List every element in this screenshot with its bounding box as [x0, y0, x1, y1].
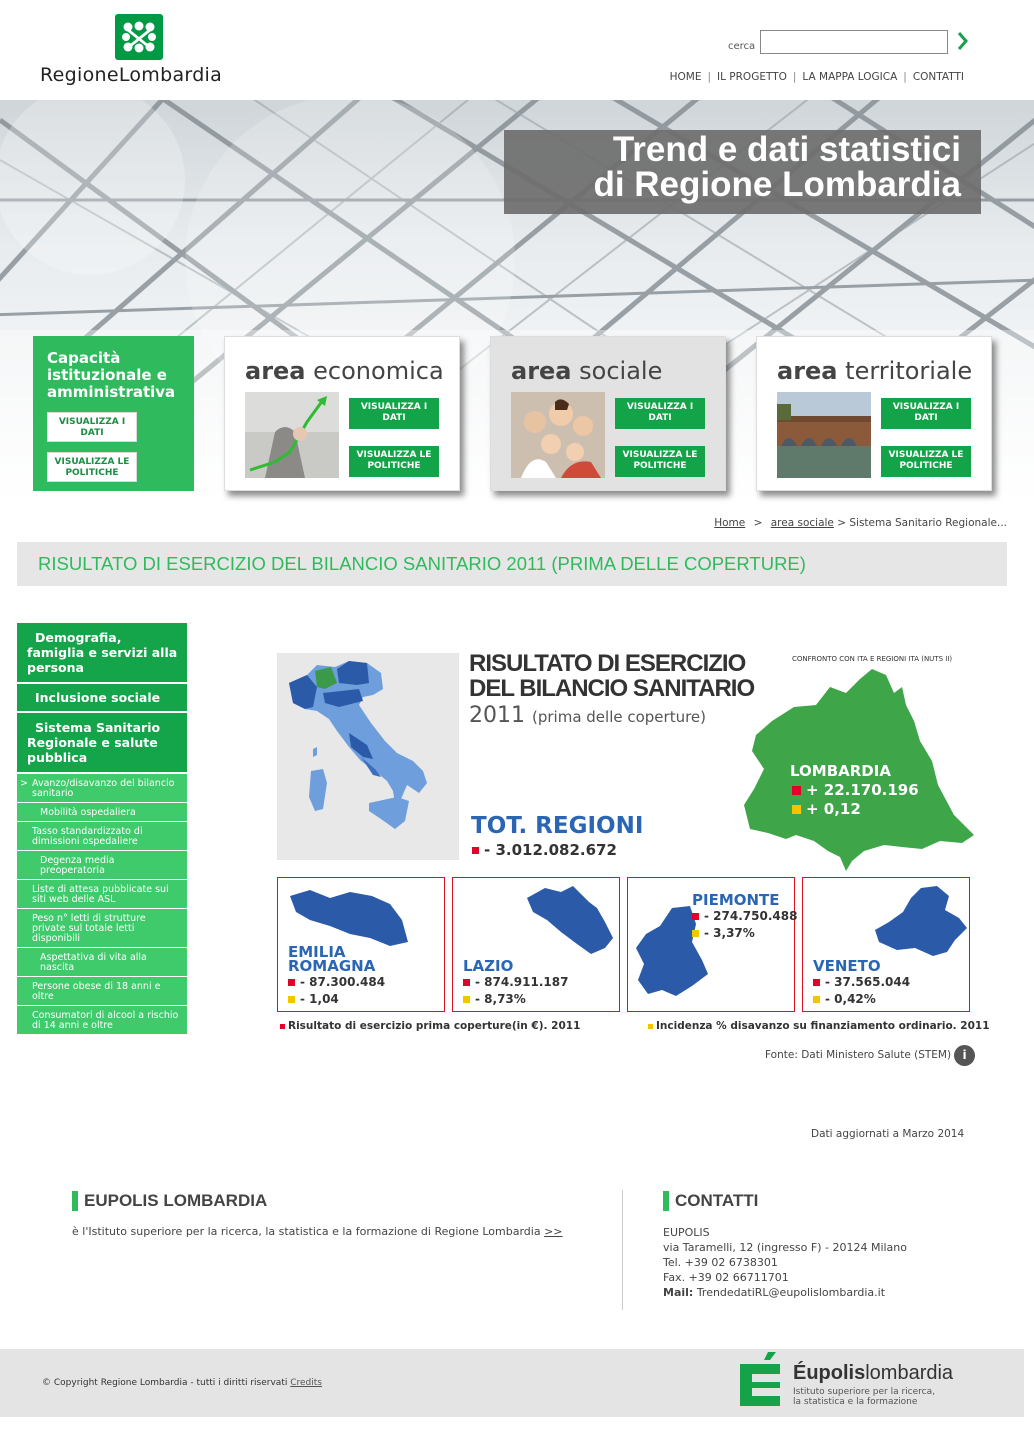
sidebar-subitem-degenza-media[interactable]: Degenza media preoperatoria	[17, 851, 187, 880]
sidebar-subitem-mobilita-ospedaliera[interactable]: Mobilità ospedaliera	[17, 803, 187, 822]
breadcrumb	[620, 517, 1007, 529]
contact-mail: Mail: TrendedatiRL@eupolislombardia.it	[663, 1286, 886, 1299]
contact-details	[663, 1225, 907, 1300]
sidebar-subitem-avanzo-disavanzo[interactable]: > Avanzo/disavanzo del bilancio sanitario	[17, 774, 187, 803]
legend-incidenza: Incidenza % disavanzo su finanziamento ordinario. 2011	[648, 1020, 990, 1032]
tot-regioni-value: - 3.012.082.672	[472, 841, 617, 859]
economica-visualizza-politiche-button[interactable]: VISUALIZZA LE POLITICHE	[349, 446, 439, 477]
sidebar-subitem-peso-letti[interactable]: Peso n° letti di strutture private sul totale letti disponibili	[17, 909, 187, 948]
contact-fax: Fax. +39 02 66711701	[663, 1271, 789, 1284]
sidebar-item-inclusione-sociale[interactable]: Inclusione sociale	[17, 684, 187, 713]
legend-risultato: Risultato di esercizio prima coperture(in €). 2011	[280, 1020, 580, 1032]
logo-text: RegioneLombardia	[40, 64, 223, 86]
cap-visualizza-politiche-button[interactable]: VISUALIZZA LE POLITICHE	[47, 452, 137, 482]
sociale-family-image	[511, 392, 605, 478]
search-input[interactable]	[760, 30, 948, 54]
credits-link[interactable]: Credits	[290, 1378, 322, 1388]
breadcrumb-current: > Sistema Sanitario Regionale...	[837, 517, 1007, 529]
lombardia-value-2: + 0,12	[792, 800, 861, 818]
hero-title-line2: di Regione Lombardia	[593, 165, 961, 204]
infographic-title-line1: RISULTATO DI ESERCIZIO	[469, 650, 746, 677]
emilia-romagna-shape	[290, 886, 410, 951]
sidebar-item-demografia[interactable]: Demografia, famiglia e servizi alla persona	[17, 623, 187, 684]
sidebar-subitem-consumatori-alcool[interactable]: Consumatori di alcool a rischio di 14 anni e oltre	[17, 1006, 187, 1035]
veneto-value-1: - 37.565.044	[813, 975, 910, 989]
rosa-camuna-icon	[115, 14, 163, 60]
lombardia-map	[744, 665, 976, 871]
eupolis-more-link[interactable]: >>	[544, 1225, 563, 1238]
sociale-visualizza-dati-button[interactable]: VISUALIZZA I DATI	[615, 398, 705, 429]
sidebar-subitem-liste-attesa[interactable]: Liste di attesa pubblicate sui siti web delle ASL	[17, 880, 187, 909]
tot-regioni-label: TOT. REGIONI	[471, 813, 644, 839]
page-title: RISULTATO DI ESERCIZIO DEL BILANCIO SANITARIO 2011 (PRIMA DELLE COPERTURE)	[38, 553, 806, 574]
economica-image	[245, 392, 339, 478]
area-economica-title: area economica	[245, 357, 444, 385]
region-name-lazio: LAZIO	[463, 957, 514, 975]
nav-home[interactable]: HOME	[669, 71, 702, 83]
hero-title	[504, 130, 981, 214]
sidebar-subitem-persone-obese[interactable]: Persone obese di 18 anni e oltre	[17, 977, 187, 1006]
region-box-lazio	[452, 877, 620, 1012]
contact-mail-link[interactable]: TrendedatiRL@eupolislombardia.it	[696, 1286, 886, 1299]
copyright-text: © Copyright Regione Lombardia - tutti i diritti riservati Credits	[42, 1378, 322, 1388]
area-capacita-title: Capacità istituzionale e amministrativa	[47, 349, 176, 401]
piemonte-value-2: - 3,37%	[692, 926, 755, 940]
eupolis-logo-name: Éupolislombardia	[793, 1362, 954, 1384]
sidebar-subitem-aspettativa-vita[interactable]: Aspettativa di vita alla nascita	[17, 948, 187, 977]
region-box-emilia-romagna	[277, 877, 445, 1012]
infographic-title-line2: DEL BILANCIO SANITARIO	[469, 675, 755, 702]
cap-visualizza-dati-button[interactable]: VISUALIZZA I DATI	[47, 412, 137, 442]
contact-address: via Taramelli, 12 (ingresso F) - 20124 Milano	[663, 1241, 907, 1254]
region-name-veneto: VENETO	[813, 957, 881, 975]
footer-divider	[622, 1190, 623, 1310]
year-value: 2011	[469, 703, 525, 728]
veneto-shape	[875, 886, 967, 966]
emilia-romagna-value-1: - 87.300.484	[288, 975, 385, 989]
eupolis-title: EUPOLIS LOMBARDIA	[84, 1191, 268, 1210]
year-note: (prima delle coperture)	[532, 708, 707, 726]
contatti-title: CONTATTI	[675, 1191, 759, 1210]
nav-contatti[interactable]: CONTATTI	[912, 71, 964, 83]
infographic-title	[469, 651, 754, 701]
lombardia-label: LOMBARDIA	[790, 762, 891, 780]
area-capacita-istituzionale	[33, 336, 194, 491]
piemonte-value-1: - 274.750.488	[692, 909, 797, 923]
area-sociale-card	[490, 336, 726, 491]
sidebar-subitem-tasso-dimissioni[interactable]: Tasso standardizzato di dimissioni ospedaliere	[17, 822, 187, 851]
area-territoriale-card	[756, 336, 992, 491]
area-economica-card	[224, 336, 460, 491]
area-territoriale-title: area territoriale	[777, 357, 973, 385]
updated-note: Dati aggiornati a Marzo 2014	[811, 1128, 965, 1140]
area-sociale-title: area sociale	[511, 357, 663, 385]
economica-visualizza-dati-button[interactable]: VISUALIZZA I DATI	[349, 398, 439, 429]
territoriale-bridge-image	[777, 392, 871, 478]
region-box-piemonte	[627, 877, 798, 1012]
breadcrumb-area-sociale[interactable]: area sociale	[770, 517, 834, 529]
eupolis-title-accent	[72, 1191, 78, 1211]
confronto-label: CONFRONTO CON ITA E REGIONI ITA (NUTS II)	[792, 655, 953, 663]
region-box-veneto	[802, 877, 970, 1012]
sidebar	[17, 623, 187, 1035]
top-navigation: HOME | IL PROGETTO | LA MAPPA LOGICA | CONTATTI	[669, 71, 964, 83]
region-name-piemonte: PIEMONTE	[692, 891, 780, 909]
region-name-emilia-romagna: EMILIA ROMAGNA	[288, 943, 376, 975]
contatti-title-accent	[663, 1191, 669, 1211]
source-note: Fonte: Dati Ministero Salute (STEM)	[765, 1049, 952, 1061]
infographic-year	[469, 703, 706, 728]
veneto-value-2: - 0,42%	[813, 992, 876, 1006]
eupolis-description: è l'Istituto superiore per la ricerca, la statistica e la formazione di Regione Lombardia >>	[72, 1225, 563, 1238]
regione-lombardia-logo[interactable]	[40, 14, 240, 86]
info-icon[interactable]: i	[954, 1045, 975, 1066]
breadcrumb-home[interactable]: Home	[714, 517, 746, 529]
italy-map	[277, 653, 459, 860]
nav-il-progetto[interactable]: IL PROGETTO	[717, 71, 787, 83]
nav-mappa-logica[interactable]: LA MAPPA LOGICA	[802, 71, 898, 83]
lombardia-value-1: + 22.170.196	[792, 781, 919, 799]
sidebar-item-sistema-sanitario[interactable]: Sistema Sanitario Regionale e salute pubblica	[17, 713, 187, 774]
lazio-value-1: - 874.911.187	[463, 975, 568, 989]
search-label: cerca	[728, 41, 756, 52]
lazio-value-2: - 8,73%	[463, 992, 526, 1006]
contact-phone: Tel. +39 02 6738301	[663, 1256, 778, 1269]
sociale-visualizza-politiche-button[interactable]: VISUALIZZA LE POLITICHE	[615, 446, 705, 477]
territoriale-visualizza-politiche-button[interactable]: VISUALIZZA LE POLITICHE	[881, 446, 971, 477]
lazio-shape	[521, 882, 617, 967]
emilia-romagna-value-2: - 1,04	[288, 992, 339, 1006]
search-submit-arrow-icon[interactable]	[956, 30, 970, 52]
eupolis-logo-icon	[740, 1352, 784, 1408]
contact-org: EUPOLIS	[663, 1226, 710, 1239]
hero-title-line1: Trend e dati statistici	[612, 130, 961, 169]
territoriale-visualizza-dati-button[interactable]: VISUALIZZA I DATI	[881, 398, 971, 429]
eupolis-logo-subtitle: Istituto superiore per la ricerca, la statistica e la formazione	[793, 1387, 935, 1407]
breadcrumb-separator: >	[753, 517, 763, 529]
eupolis-lombardia-logo[interactable]	[740, 1352, 980, 1410]
